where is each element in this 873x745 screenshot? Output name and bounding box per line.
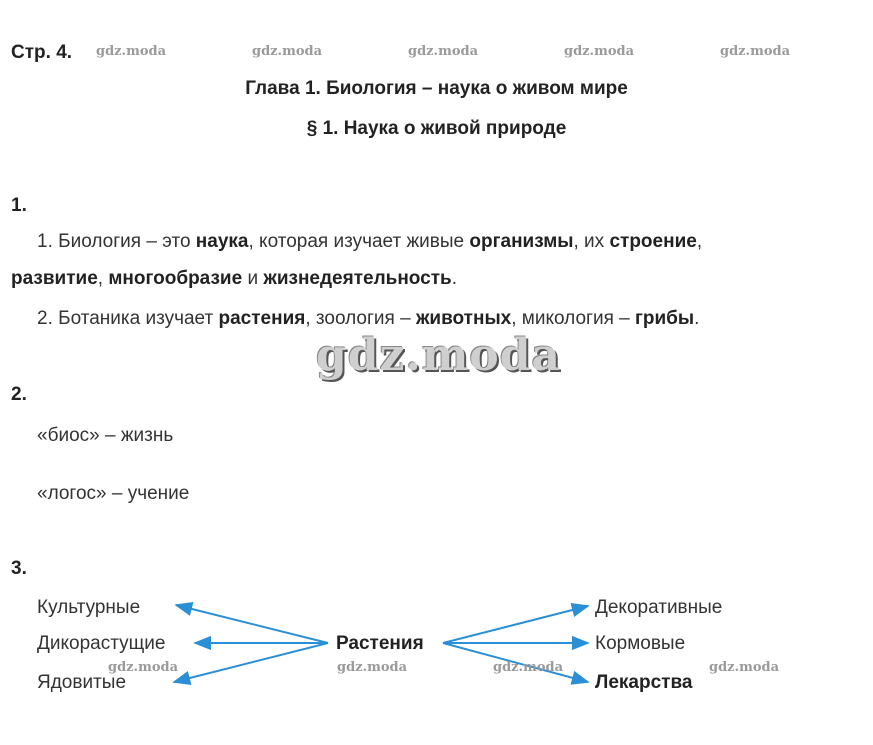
section-title: § 1. Наука о живой природе (306, 118, 567, 139)
node-left-3: Ядовитые (37, 672, 127, 693)
node-left-2: Дикорастущие (37, 633, 166, 654)
watermark: gdz.moda (564, 44, 635, 59)
bold-term: растения (218, 308, 306, 329)
node-right-3: Лекарства (595, 672, 693, 693)
text-span: 2. Ботаника изучает (37, 308, 219, 329)
text-span: , (696, 231, 703, 252)
watermark: gdz.moda (720, 44, 791, 59)
bold-term: животных (415, 308, 512, 329)
watermark: gdz.moda (337, 660, 408, 675)
text-span: и (242, 268, 264, 289)
question-number-3: 3. (11, 558, 27, 579)
text-span: . (694, 308, 700, 329)
big-watermark: gdz.moda (316, 330, 562, 381)
text-span: , (97, 268, 109, 289)
watermark: gdz.moda (709, 660, 780, 675)
bold-term: жизнедеятельность (263, 268, 452, 289)
watermark: gdz.moda (108, 660, 179, 675)
node-center: Растения (336, 633, 424, 654)
answer-2-line-2: «логос» – учение (37, 483, 190, 504)
arrow-to-kulturnye (176, 605, 328, 643)
page-label: Стр. 4. (11, 42, 73, 63)
bold-term: организмы (469, 231, 574, 252)
text-span: , микология – (511, 308, 635, 329)
answer-2-line-1: «биос» – жизнь (37, 425, 174, 446)
arrow-to-yadovitye (174, 643, 328, 682)
arrow-to-dekorativnye (443, 606, 588, 643)
bold-term: многообразие (108, 268, 243, 289)
node-left-1: Культурные (37, 597, 141, 618)
bold-term: грибы (634, 308, 695, 329)
bold-term: строение (609, 231, 697, 252)
chapter-title: Глава 1. Биология – наука о живом мире (245, 78, 628, 99)
watermark: gdz.moda (252, 44, 323, 59)
text-span: , зоология – (305, 308, 416, 329)
bold-term: развитие (11, 268, 98, 289)
watermark: gdz.moda (408, 44, 479, 59)
text-span: , которая изучает живые (248, 231, 470, 252)
watermark: gdz.moda (493, 660, 564, 675)
text-span: 1. Биология – это (37, 231, 196, 252)
node-right-1: Декоративные (595, 597, 723, 618)
question-number-2: 2. (11, 384, 27, 405)
node-right-2: Кормовые (595, 633, 686, 654)
text-span: , их (573, 231, 610, 252)
bold-term: наука (195, 231, 249, 252)
question-number-1: 1. (11, 195, 27, 216)
text-span: . (451, 268, 457, 289)
watermark: gdz.moda (96, 44, 167, 59)
